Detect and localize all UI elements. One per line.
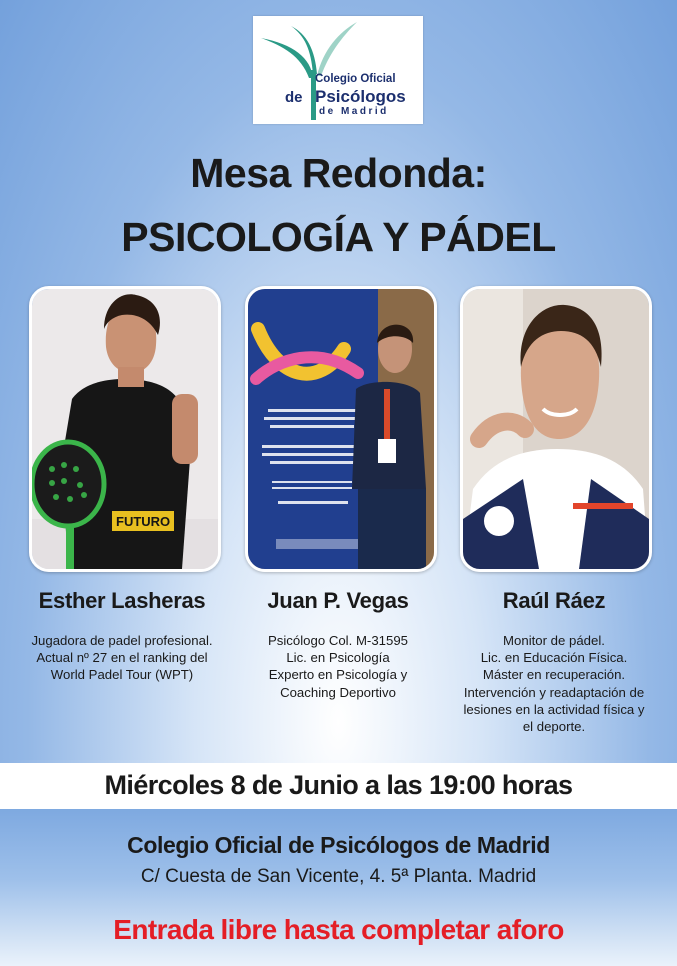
speaker-description-raul (444, 632, 664, 735)
event-title-line-1: Mesa Redonda: (190, 150, 487, 196)
description-line: Monitor de pádel. (503, 633, 605, 648)
speaker-photo-raul (460, 286, 652, 572)
logo-line-2: Psicólogos (315, 87, 406, 106)
racket-brand-text: FUTURO (116, 514, 171, 529)
date-band (0, 763, 677, 809)
description-line: Máster en recuperación. (482, 667, 626, 683)
logo-prefix: de (285, 89, 303, 106)
speaker-description-juan (228, 632, 448, 701)
venue-address: C/ Cuesta de San Vicente, 4. 5ª Planta. Madrid (140, 866, 537, 887)
speaker-name-esther: Esther Lasheras (38, 588, 206, 613)
speaker-photo-juan (245, 286, 437, 572)
colegio-logo (253, 16, 423, 124)
description-line: World Padel Tour (WPT) (50, 667, 194, 683)
description-line: lesiones en la actividad física y (463, 701, 645, 717)
description-line: Lic. en Psicología (286, 650, 390, 666)
description-line: Actual nº 27 en el ranking del (36, 650, 208, 666)
speaker-name-juan: Juan P. Vegas (267, 588, 409, 613)
description-line: el deporte. (522, 719, 586, 735)
description-line: Experto en Psicología y (268, 667, 408, 683)
description-line: Intervención y readaptación de (463, 684, 645, 700)
event-date: Miércoles 8 de Junio a las 19:00 horas (104, 770, 573, 800)
logo-line-3: de Madrid (319, 106, 389, 117)
free-entry-notice: Entrada libre hasta completar aforo (113, 914, 564, 945)
venue-name: Colegio Oficial de Psicólogos de Madrid (127, 832, 550, 858)
description-line: Lic. en Educación Física. (480, 650, 628, 666)
speaker-photo-esther (29, 286, 221, 572)
logo-line-1: Colegio Oficial (315, 73, 396, 85)
speaker-description-esther (12, 632, 232, 684)
description-line: Jugadora de padel profesional. (31, 633, 213, 648)
event-title-line-2: PSICOLOGÍA Y PÁDEL (121, 214, 556, 260)
description-line: Psicólogo Col. M-31595 (267, 633, 408, 648)
description-line: Coaching Deportivo (280, 684, 396, 700)
speaker-name-raul: Raúl Ráez (502, 588, 606, 613)
